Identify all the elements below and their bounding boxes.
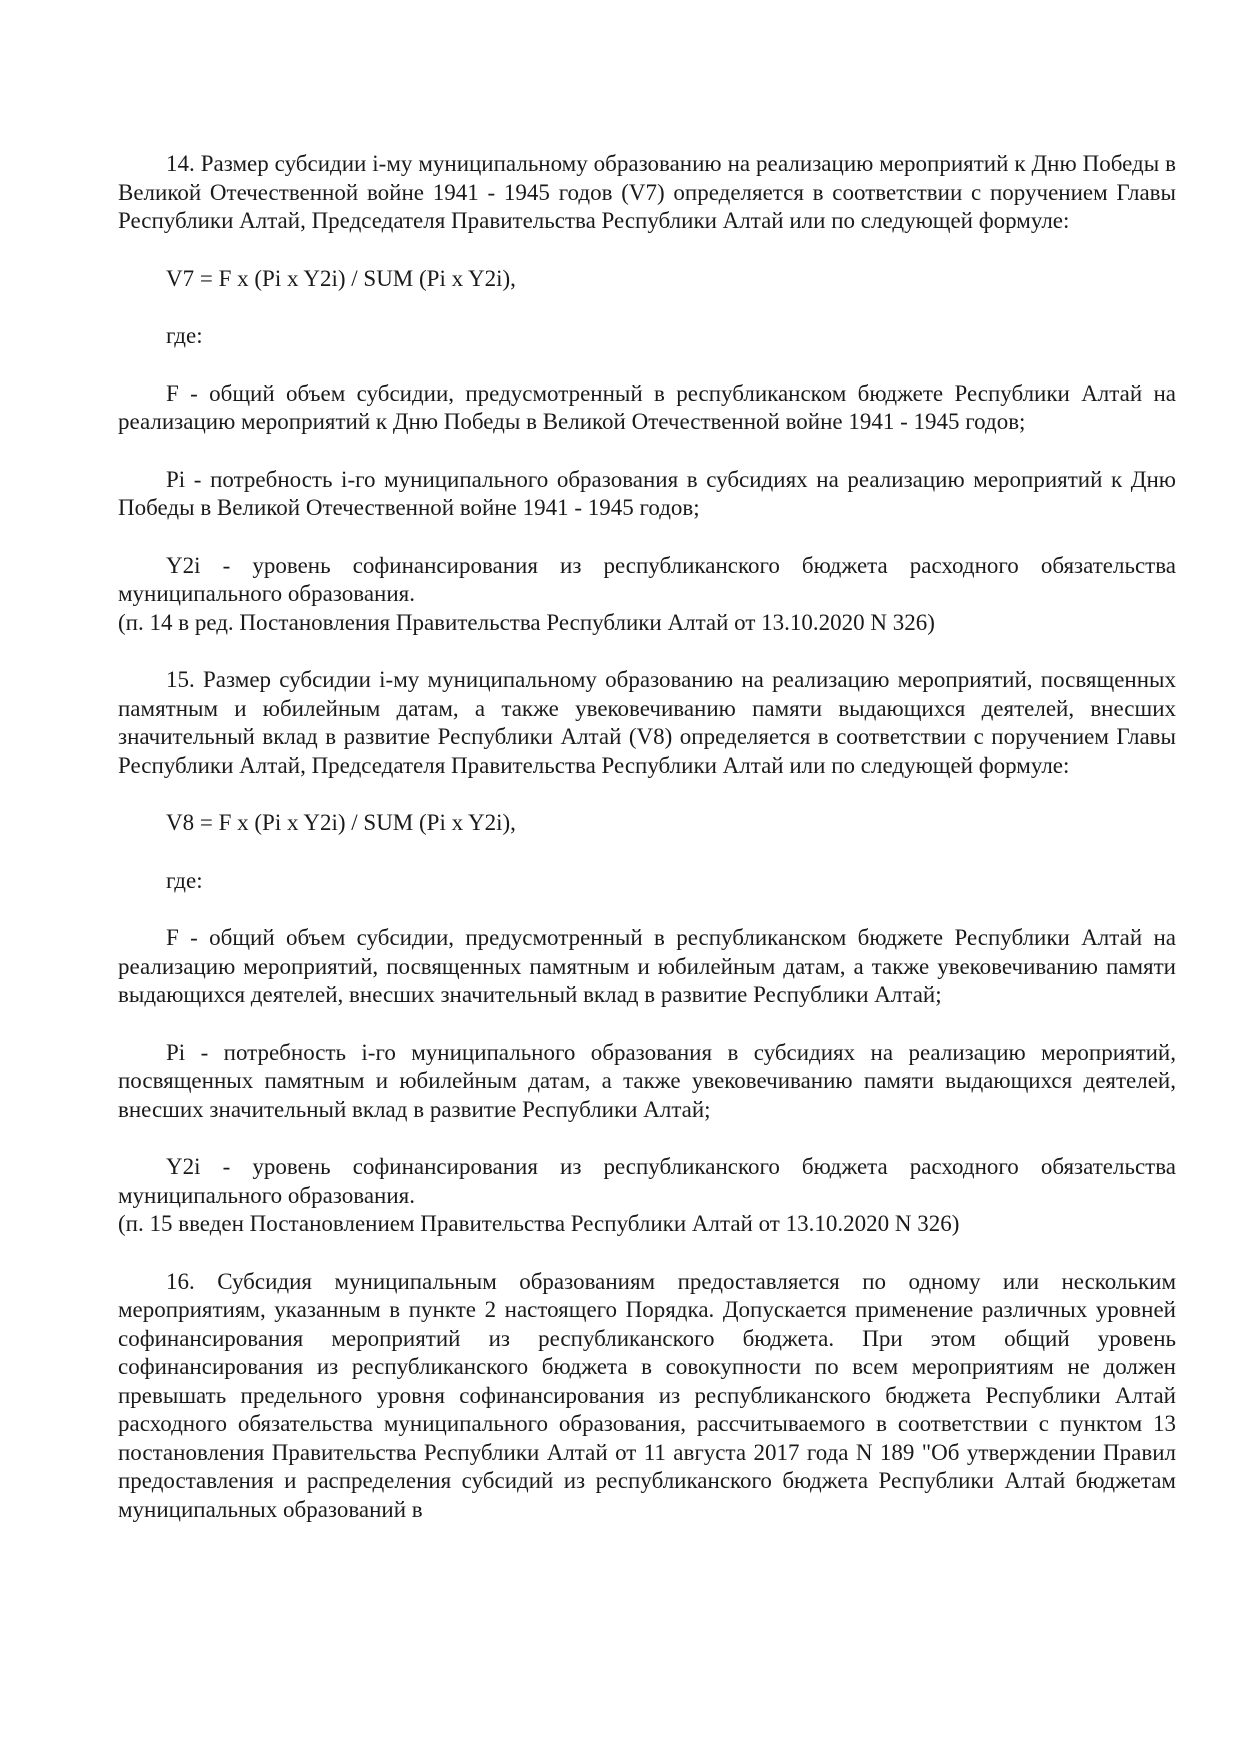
section-14-intro: 14. Размер субсидии i-му муниципальному образованию на реализацию мероприятий к Дню Победы в Великой Отечественной войне 1941 - 1945 годов (V7) определяется в соответствии с поручением Главы Республики Алтай, Председателя Правительства Республики Алтай или по следующей формуле: [118, 151, 1176, 233]
section-15-def-pi: Pi - потребность i-го муниципального образования в субсидиях на реализацию мероприятий, посвященных памятным и юбилейным датам, а также увековечиванию памяти выдающихся деятелей, внесших значительный вклад в развитие Республики Алтай; [118, 1039, 1176, 1122]
section-15-intro: 15. Размер субсидии i-му муниципальному образованию на реализацию мероприятий, посвященных памятным и юбилейным датам, а также увековечиванию памяти выдающихся деятелей, внесших значительный вклад в развитие Республики Алтай (V8) определяется в соответствии с поручением Главы Республики Алтай, Председателя Правительства Республики Алтай или по следующей формуле: [118, 667, 1176, 778]
section-14-def-pi: Pi - потребность i-го муниципального образования в субсидиях на реализацию мероприятий к Дню Победы в Великой Отечественной войне 1941 - 1945 годов; [118, 466, 1176, 520]
section-15-def-y2i: Y2i - уровень софинансирования из республиканского бюджета расходного обязательства муниципального образования. [118, 1154, 1176, 1208]
section-14-def-f: F - общий объем субсидии, предусмотренный в республиканском бюджете Республики Алтай на реализацию мероприятий к Дню Победы в Великой Отечественной войне 1941 - 1945 годов; [118, 380, 1176, 434]
document-page [118, 150, 1176, 1524]
section-16-text: 16. Субсидия муниципальным образованиям предоставляется по одному или нескольким мероприятиям, указанным в пункте 2 настоящего Порядка. Допускается применение различных уровней софинансирования мероприятий из республиканского бюджета. При этом общий уровень софинансирования из республиканского бюджета в совокупности по всем мероприятиям не должен превышать предельного уровня софинансирования из республиканского бюджета Республики Алтай расходного обязательства муниципального образования, рассчитываемого в соответствии с пунктом 13 постановления Правительства Республики Алтай от 11 августа 2017 года N 189 "Об утверждении Правил предоставления и распределения субсидий из республиканского бюджета Республики Алтай бюджетам муниципальных образований в [118, 1268, 1176, 1522]
section-14-note: (п. 14 в ред. Постановления Правительства Республики Алтай от 13.10.2020 N 326) [118, 609, 935, 635]
section-14-formula: V7 = F x (Pi x Y2i) / SUM (Pi x Y2i), [166, 265, 516, 291]
section-15-def-f: F - общий объем субсидии, предусмотренный в республиканском бюджете Республики Алтай на реализацию мероприятий, посвященных памятным и юбилейным датам, а также увековечиванию памяти выдающихся деятелей, внесших значительный вклад в развитие Республики Алтай; [118, 925, 1176, 1007]
section-15-where: где: [166, 867, 203, 893]
section-14-where: где: [166, 323, 203, 348]
section-15-note: (п. 15 введен Постановлением Правительства Республики Алтай от 13.10.2020 N 326) [118, 1211, 960, 1236]
section-15-formula: V8 = F x (Pi x Y2i) / SUM (Pi x Y2i), [166, 810, 516, 835]
section-14-def-y2i: Y2i - уровень софинансирования из республиканского бюджета расходного обязательства муниципального образования. [118, 552, 1176, 606]
